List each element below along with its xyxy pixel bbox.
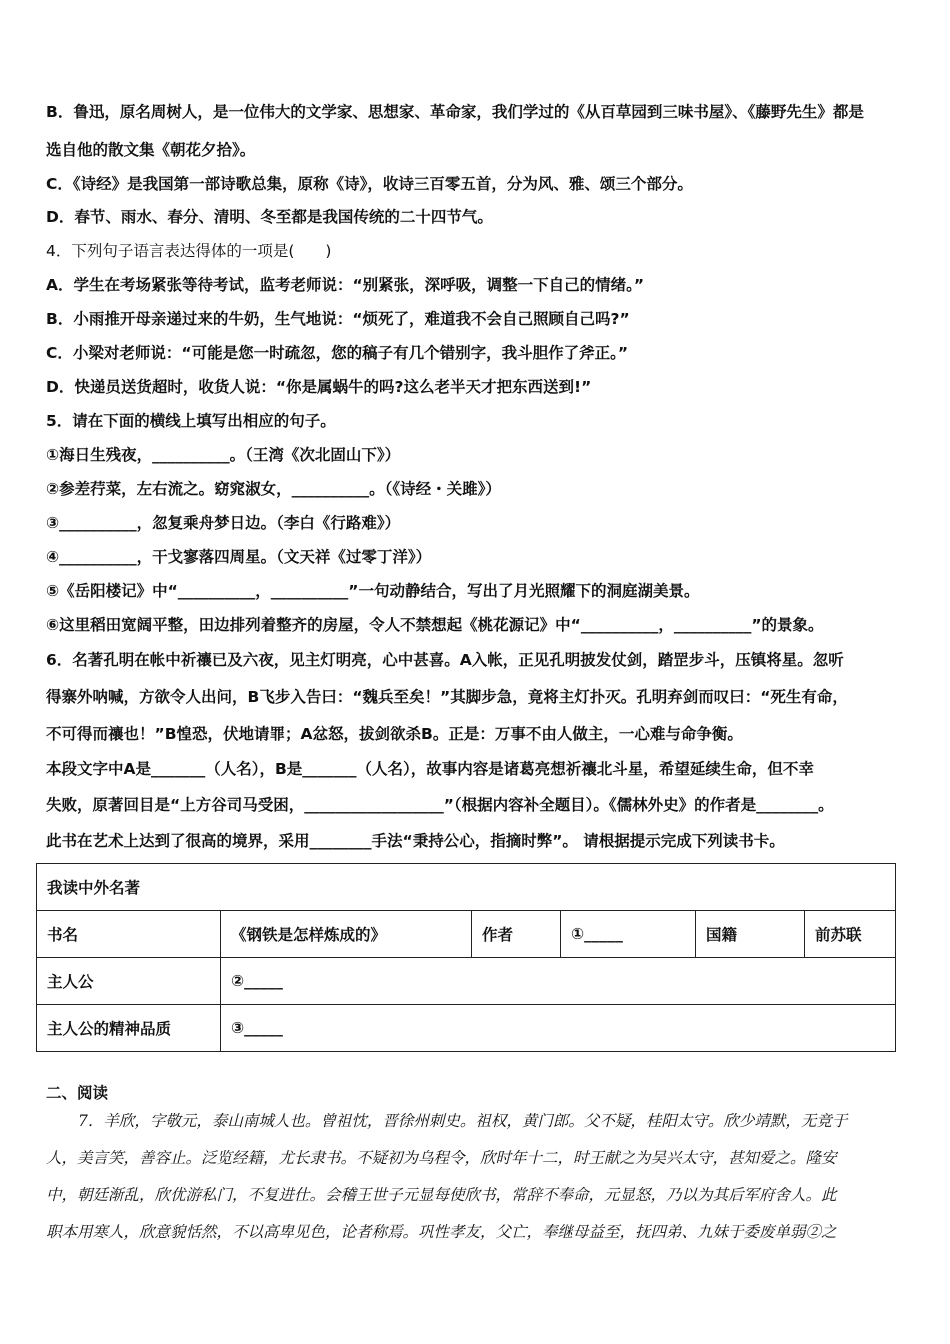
nation-label: 国籍 [696, 911, 805, 958]
book-value: 《钢铁是怎样炼成的》 [221, 911, 472, 958]
hero-value: ②_____ [221, 958, 896, 1005]
hero-label: 主人公 [37, 958, 221, 1005]
q4-option-c: C．小梁对老师说：“可能是您一时疏忽，您的稿子有几个错别字，我斗胆作了斧正。” [46, 344, 629, 362]
reading-passage-line-1: 7．羊欣，字敬元，泰山南城人也。曾祖忱，晋徐州刺史。祖权，黄门郎。父不疑，桂阳太守。欣少靖默，无竞于 [78, 1112, 848, 1130]
q3-option-c: C．《诗经》是我国第一部诗歌总集，原称《诗》，收诗三百零五首，分为风、雅、颂三个部分。 [46, 175, 693, 193]
reading-card-table [36, 863, 896, 1052]
q6-line-4: 本段文字中A是_______（人名），B是_______（人名），故事内容是诸葛亮想祈禳北斗星，希望延续生命，但不幸 [46, 760, 814, 778]
q4-option-a: A．学生在考场紧张等待考试，监考老师说：“别紧张，深呼吸，调整一下自己的情绪。” [46, 276, 645, 294]
q5-item-4: ④__________，干戈寥落四周星。（文天祥《过零丁洋》） [46, 548, 432, 566]
section-heading-reading: 二、阅读 [46, 1084, 109, 1102]
q6-line-1: 6．名著孔明在帐中祈禳已及六夜，见主灯明亮，心中甚喜。A入帐，正见孔明披发仗剑，踏罡步斗，压镇将星。忽听 [46, 651, 844, 669]
q5-item-5: ⑤《岳阳楼记》中“__________，__________”一句动静结合，写出了月光照耀下的洞庭湖美景。 [46, 582, 700, 600]
author-label: 作者 [472, 911, 561, 958]
q5-item-6: ⑥这里稻田宽阔平整，田边排列着整齐的房屋，令人不禁想起《桃花源记》中“__________，__________”的景象。 [46, 616, 824, 634]
q4-option-d: D．快递员送货超时，收货人说：“你是属蜗牛的吗?这么老半天才把东西送到!” [46, 378, 592, 396]
reading-passage-line-3: 中，朝廷渐乱，欣优游私门，不复进仕。会稽王世子元显每使欣书，常辞不奉命，元显怒，乃以为其后军府舍人。此 [46, 1186, 837, 1204]
reading-passage-line-4: 职本用寒人，欣意貌恬然，不以高卑见色，论者称焉。巩性孝友，父亡，奉继母益至，抚四弟、九妹于委废单弱②之 [46, 1223, 837, 1241]
book-label: 书名 [37, 911, 221, 958]
card-title: 我读中外名著 [37, 864, 896, 911]
q6-line-3: 不可得而禳也！”B惶恐，伏地请罪；A忿怒，拔剑欲杀B。正是：万事不由人做主，一心难与命争衡。 [46, 725, 743, 743]
spirit-label: 主人公的精神品质 [37, 1005, 221, 1052]
q5-item-2: ②参差荇菜，左右流之。窈窕淑女，__________。（《诗经・关雎》） [46, 480, 501, 498]
q3-option-b-line2: 选自他的散文集《朝花夕拾》。 [46, 141, 256, 159]
q4-stem: 4．下列句子语言表达得体的一项是( ) [46, 242, 332, 260]
q5-item-1: ①海日生残夜，__________。（王湾《次北固山下》） [46, 446, 401, 464]
author-value: ①_____ [561, 911, 696, 958]
q5-item-3: ③__________，忽复乘舟梦日边。（李白《行路难》） [46, 514, 401, 532]
reading-passage-line-2: 人，美言笑，善容止。泛览经籍，尤长隶书。不疑初为乌程令，欣时年十二，时王献之为吴兴太守，甚知爱之。隆安 [46, 1149, 837, 1167]
q3-option-d: D．春节、雨水、春分、清明、冬至都是我国传统的二十四节气。 [46, 208, 493, 226]
nation-value: 前苏联 [805, 911, 896, 958]
q6-line-2: 得寨外呐喊，方欲令人出问，B飞步入告曰：“魏兵至矣！”其脚步急，竟将主灯扑灭。孔明弃剑而叹曰：“死生有命， [46, 688, 848, 706]
q5-stem: 5．请在下面的横线上填写出相应的句子。 [46, 412, 336, 430]
q6-line-6: 此书在艺术上达到了很高的境界，采用________手法“秉持公心，指摘时弊”。 请根据提示完成下列读书卡。 [46, 832, 785, 850]
spirit-value: ③_____ [221, 1005, 896, 1052]
q3-option-b-line1: B．鲁迅，原名周树人，是一位伟大的文学家、思想家、革命家，我们学过的《从百草园到三味书屋》、《藤野先生》都是 [46, 103, 864, 121]
q6-line-5: 失败，原著回目是“上方谷司马受困，__________________”（根据内容补全题目）。《儒林外史》的作者是________。 [46, 796, 834, 814]
q4-option-b: B．小雨推开母亲递过来的牛奶，生气地说：“烦死了，难道我不会自己照顾自己吗?” [46, 310, 630, 328]
